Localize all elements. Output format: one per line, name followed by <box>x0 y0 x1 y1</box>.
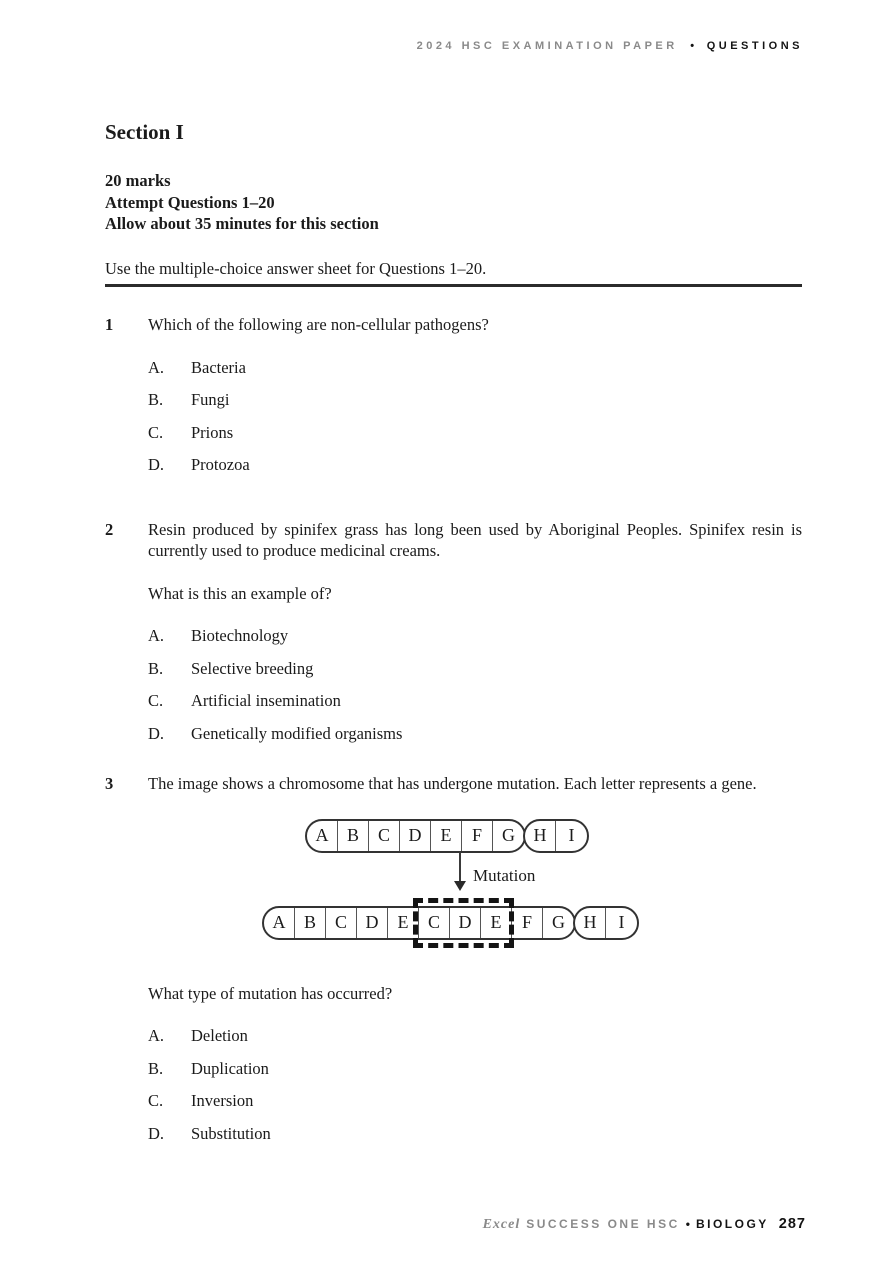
option-letter: B. <box>148 658 164 678</box>
option-row <box>148 357 802 379</box>
question-2 <box>105 519 802 756</box>
option-row <box>148 454 802 476</box>
gene-cell: H <box>525 821 556 851</box>
gene-cell: H <box>575 908 606 938</box>
footer-bullet-separator: • <box>685 1217 690 1231</box>
chromosome-original-main-arm <box>305 819 526 853</box>
option-row <box>148 690 802 712</box>
section-divider-rule <box>105 284 802 287</box>
gene-cell: F <box>462 821 493 851</box>
footer-page-number: 287 <box>778 1216 806 1232</box>
option-text: Fungi <box>191 390 230 409</box>
gene-cell: I <box>618 911 625 932</box>
option-text: Genetically modified organisms <box>191 723 403 743</box>
gene-cell: D <box>400 821 431 851</box>
option-row <box>148 625 802 647</box>
option-letter: A. <box>148 1026 165 1045</box>
option-text: Biotechnology <box>191 626 289 645</box>
option-row <box>148 1025 802 1047</box>
gene-cell-highlighted: C <box>419 908 450 938</box>
option-text: Protozoa <box>191 455 250 474</box>
option-row <box>148 422 802 444</box>
mutation-arrow-label: Mutation <box>473 865 536 885</box>
option-text: Inversion <box>191 1091 254 1110</box>
question-3-options <box>148 1025 802 1144</box>
mutation-arrow <box>459 852 461 882</box>
section-time-allowance: Allow about 35 minutes for this section <box>105 214 379 233</box>
gene-cell: G <box>552 911 565 932</box>
question-3-text: The image shows a chromosome that has undergone mutation. Each letter represents a gene. <box>148 774 757 793</box>
gene-cell: G <box>502 824 515 845</box>
running-header <box>417 40 803 52</box>
gene-cell: C <box>326 908 357 938</box>
header-bullet-separator: • <box>690 40 695 52</box>
option-text: Artificial insemination <box>191 691 341 710</box>
option-text: Prions <box>191 422 234 442</box>
gene-cell-highlighted: D <box>450 908 481 938</box>
chromosome-mutation-diagram <box>148 819 802 971</box>
question-3-number: 3 <box>105 774 114 793</box>
main-content <box>105 120 802 1155</box>
footer-brand: Excel <box>482 1217 521 1232</box>
option-letter: B. <box>148 390 164 409</box>
option-letter: C. <box>148 422 164 442</box>
question-2-text: Resin produced by spinifex grass has long been used by Aboriginal Peoples. Spinifex resin is currently used to produce medicinal creams. <box>148 519 802 560</box>
gene-cell: B <box>338 821 369 851</box>
question-1-number: 1 <box>105 315 114 334</box>
section-marks: 20 marks <box>105 171 171 190</box>
gene-cell: A <box>307 821 338 851</box>
chromosome-mutated <box>262 906 639 940</box>
option-row <box>148 1090 802 1112</box>
option-letter: D. <box>148 455 165 474</box>
question-2-prompt: What is this an example of? <box>148 583 332 603</box>
option-text: Substitution <box>191 1123 271 1143</box>
option-letter: D. <box>148 1123 165 1143</box>
page-footer <box>483 1216 806 1233</box>
chromosome-original <box>305 819 589 853</box>
answer-sheet-instruction: Use the multiple-choice answer sheet for Questions 1–20. <box>105 258 487 278</box>
option-letter: A. <box>148 626 165 645</box>
option-letter: C. <box>148 1091 164 1110</box>
gene-cell: D <box>357 908 388 938</box>
section-info-block <box>105 170 802 235</box>
footer-series: SUCCESS ONE HSC <box>526 1217 680 1231</box>
duplicated-segment-highlight-box <box>413 898 514 948</box>
header-questions-label: QUESTIONS <box>706 40 803 52</box>
option-letter: C. <box>148 691 164 710</box>
option-letter: D. <box>148 723 165 743</box>
option-text: Deletion <box>191 1026 248 1045</box>
option-text: Duplication <box>191 1058 269 1078</box>
option-letter: B. <box>148 1058 164 1078</box>
question-1-options <box>148 357 802 476</box>
option-letter: A. <box>148 357 165 377</box>
option-row <box>148 1058 802 1080</box>
gene-cell: E <box>388 908 419 938</box>
gene-cell: A <box>264 908 295 938</box>
gene-cell: B <box>295 908 326 938</box>
question-2-options <box>148 625 802 744</box>
section-attempt: Attempt Questions 1–20 <box>105 192 275 212</box>
question-1-text: Which of the following are non-cellular pathogens? <box>148 315 489 334</box>
gene-cell: C <box>369 821 400 851</box>
footer-subject: BIOLOGY <box>695 1217 769 1231</box>
chromosome-original-tail-arm <box>523 819 589 853</box>
option-row <box>148 1123 802 1145</box>
gene-cell-highlighted: E <box>481 908 512 938</box>
question-3 <box>105 773 802 1155</box>
gene-cell: I <box>568 824 575 845</box>
question-2-number: 2 <box>105 519 114 539</box>
mutation-arrow-head-icon <box>454 881 466 891</box>
option-row <box>148 723 802 745</box>
option-row <box>148 658 802 680</box>
chromosome-mutated-tail-arm <box>573 906 639 940</box>
section-title: Section I <box>105 120 184 144</box>
option-text: Bacteria <box>191 357 246 377</box>
header-paper-title: 2024 HSC EXAMINATION PAPER <box>416 40 678 52</box>
option-text: Selective breeding <box>191 658 314 678</box>
question-1 <box>105 314 802 487</box>
gene-cell: F <box>512 908 543 938</box>
question-3-prompt: What type of mutation has occurred? <box>148 983 393 1003</box>
option-row <box>148 389 802 411</box>
gene-cell: E <box>431 821 462 851</box>
